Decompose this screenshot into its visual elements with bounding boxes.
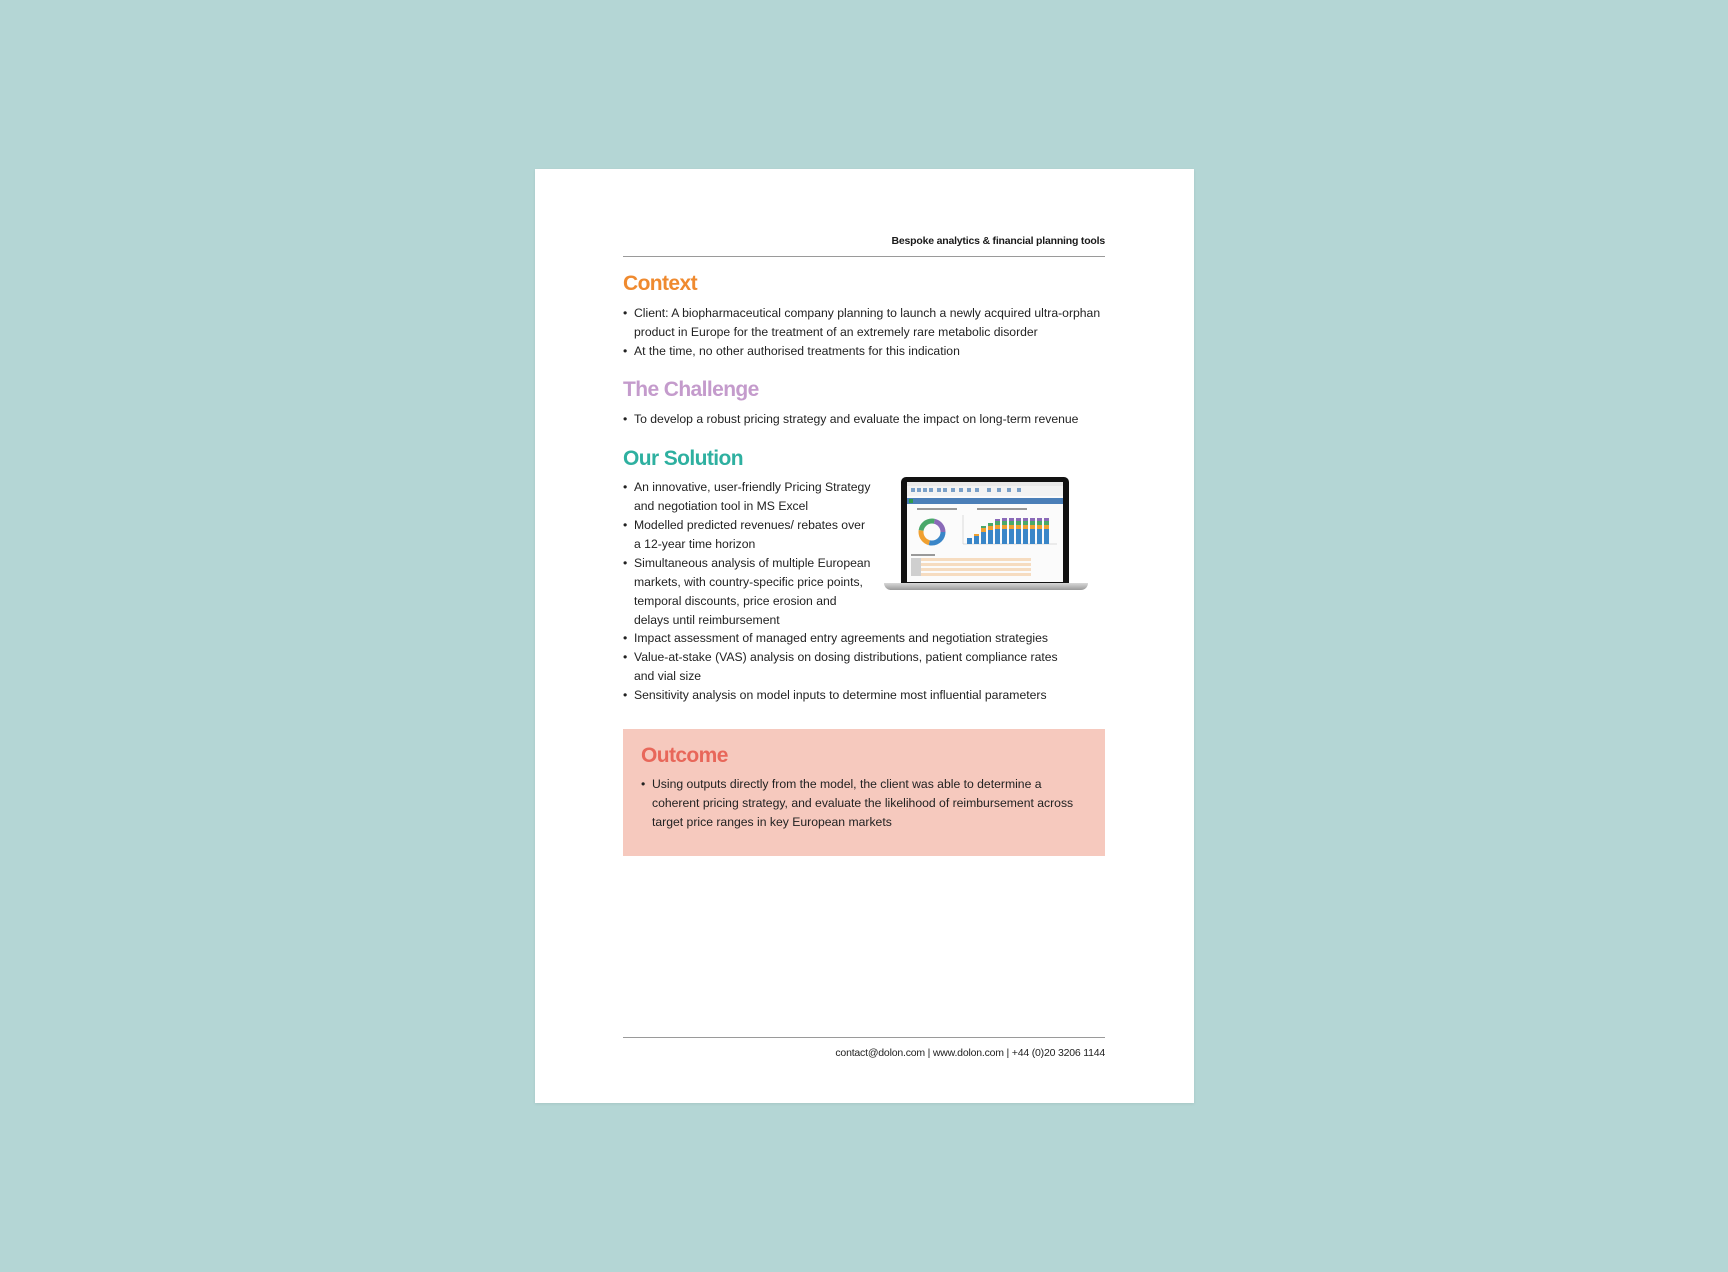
list-item: • Modelled predicted revenues/ rebates over a 12-year time horizon [623,516,871,554]
outcome-box [623,729,1105,856]
document-page [535,169,1194,1103]
list-item: • Simultaneous analysis of multiple European markets, with country-specific price points, temporal discounts, price erosion and delays until reimbursement [623,554,871,630]
header-title: Bespoke analytics & financial planning tools [891,235,1105,247]
solution-heading: Our Solution [623,447,743,470]
solution-list-continued [623,629,1063,705]
laptop-screen [901,477,1069,585]
spreadsheet-screenshot [907,482,1063,582]
laptop-spreadsheet-image [884,477,1088,597]
context-heading: Context [623,272,697,295]
context-list [623,304,1113,361]
solution-list [623,478,871,630]
list-item: • An innovative, user-friendly Pricing Strategy and negotiation tool in MS Excel [623,478,871,516]
footer-contact: contact@dolon.com | www.dolon.com | +44 (0)20 3206 1144 [835,1047,1105,1059]
list-item: • Using outputs directly from the model, the client was able to determine a coherent pricing strategy, and evaluate the likelihood of reimbursement across target price ranges in key European markets [641,775,1081,832]
list-item: • Impact assessment of managed entry agreements and negotiation strategies [623,629,1063,648]
footer-divider [623,1037,1105,1038]
list-item: • Sensitivity analysis on model inputs to determine most influential parameters [623,686,1063,705]
challenge-heading: The Challenge [623,378,759,401]
laptop-base [884,583,1088,590]
outcome-heading: Outcome [641,744,728,767]
outcome-list [641,775,1081,832]
header-divider [623,256,1105,257]
list-item: • At the time, no other authorised treatments for this indication [623,342,1113,361]
challenge-list [623,410,1113,429]
list-item: • Value-at-stake (VAS) analysis on dosing distributions, patient compliance rates and vial size [623,648,1063,686]
spreadsheet-illustration [907,482,1063,582]
list-item: • To develop a robust pricing strategy and evaluate the impact on long-term revenue [623,410,1113,429]
list-item: • Client: A biopharmaceutical company planning to launch a newly acquired ultra-orphan product in Europe for the treatment of an extremely rare metabolic disorder [623,304,1113,342]
